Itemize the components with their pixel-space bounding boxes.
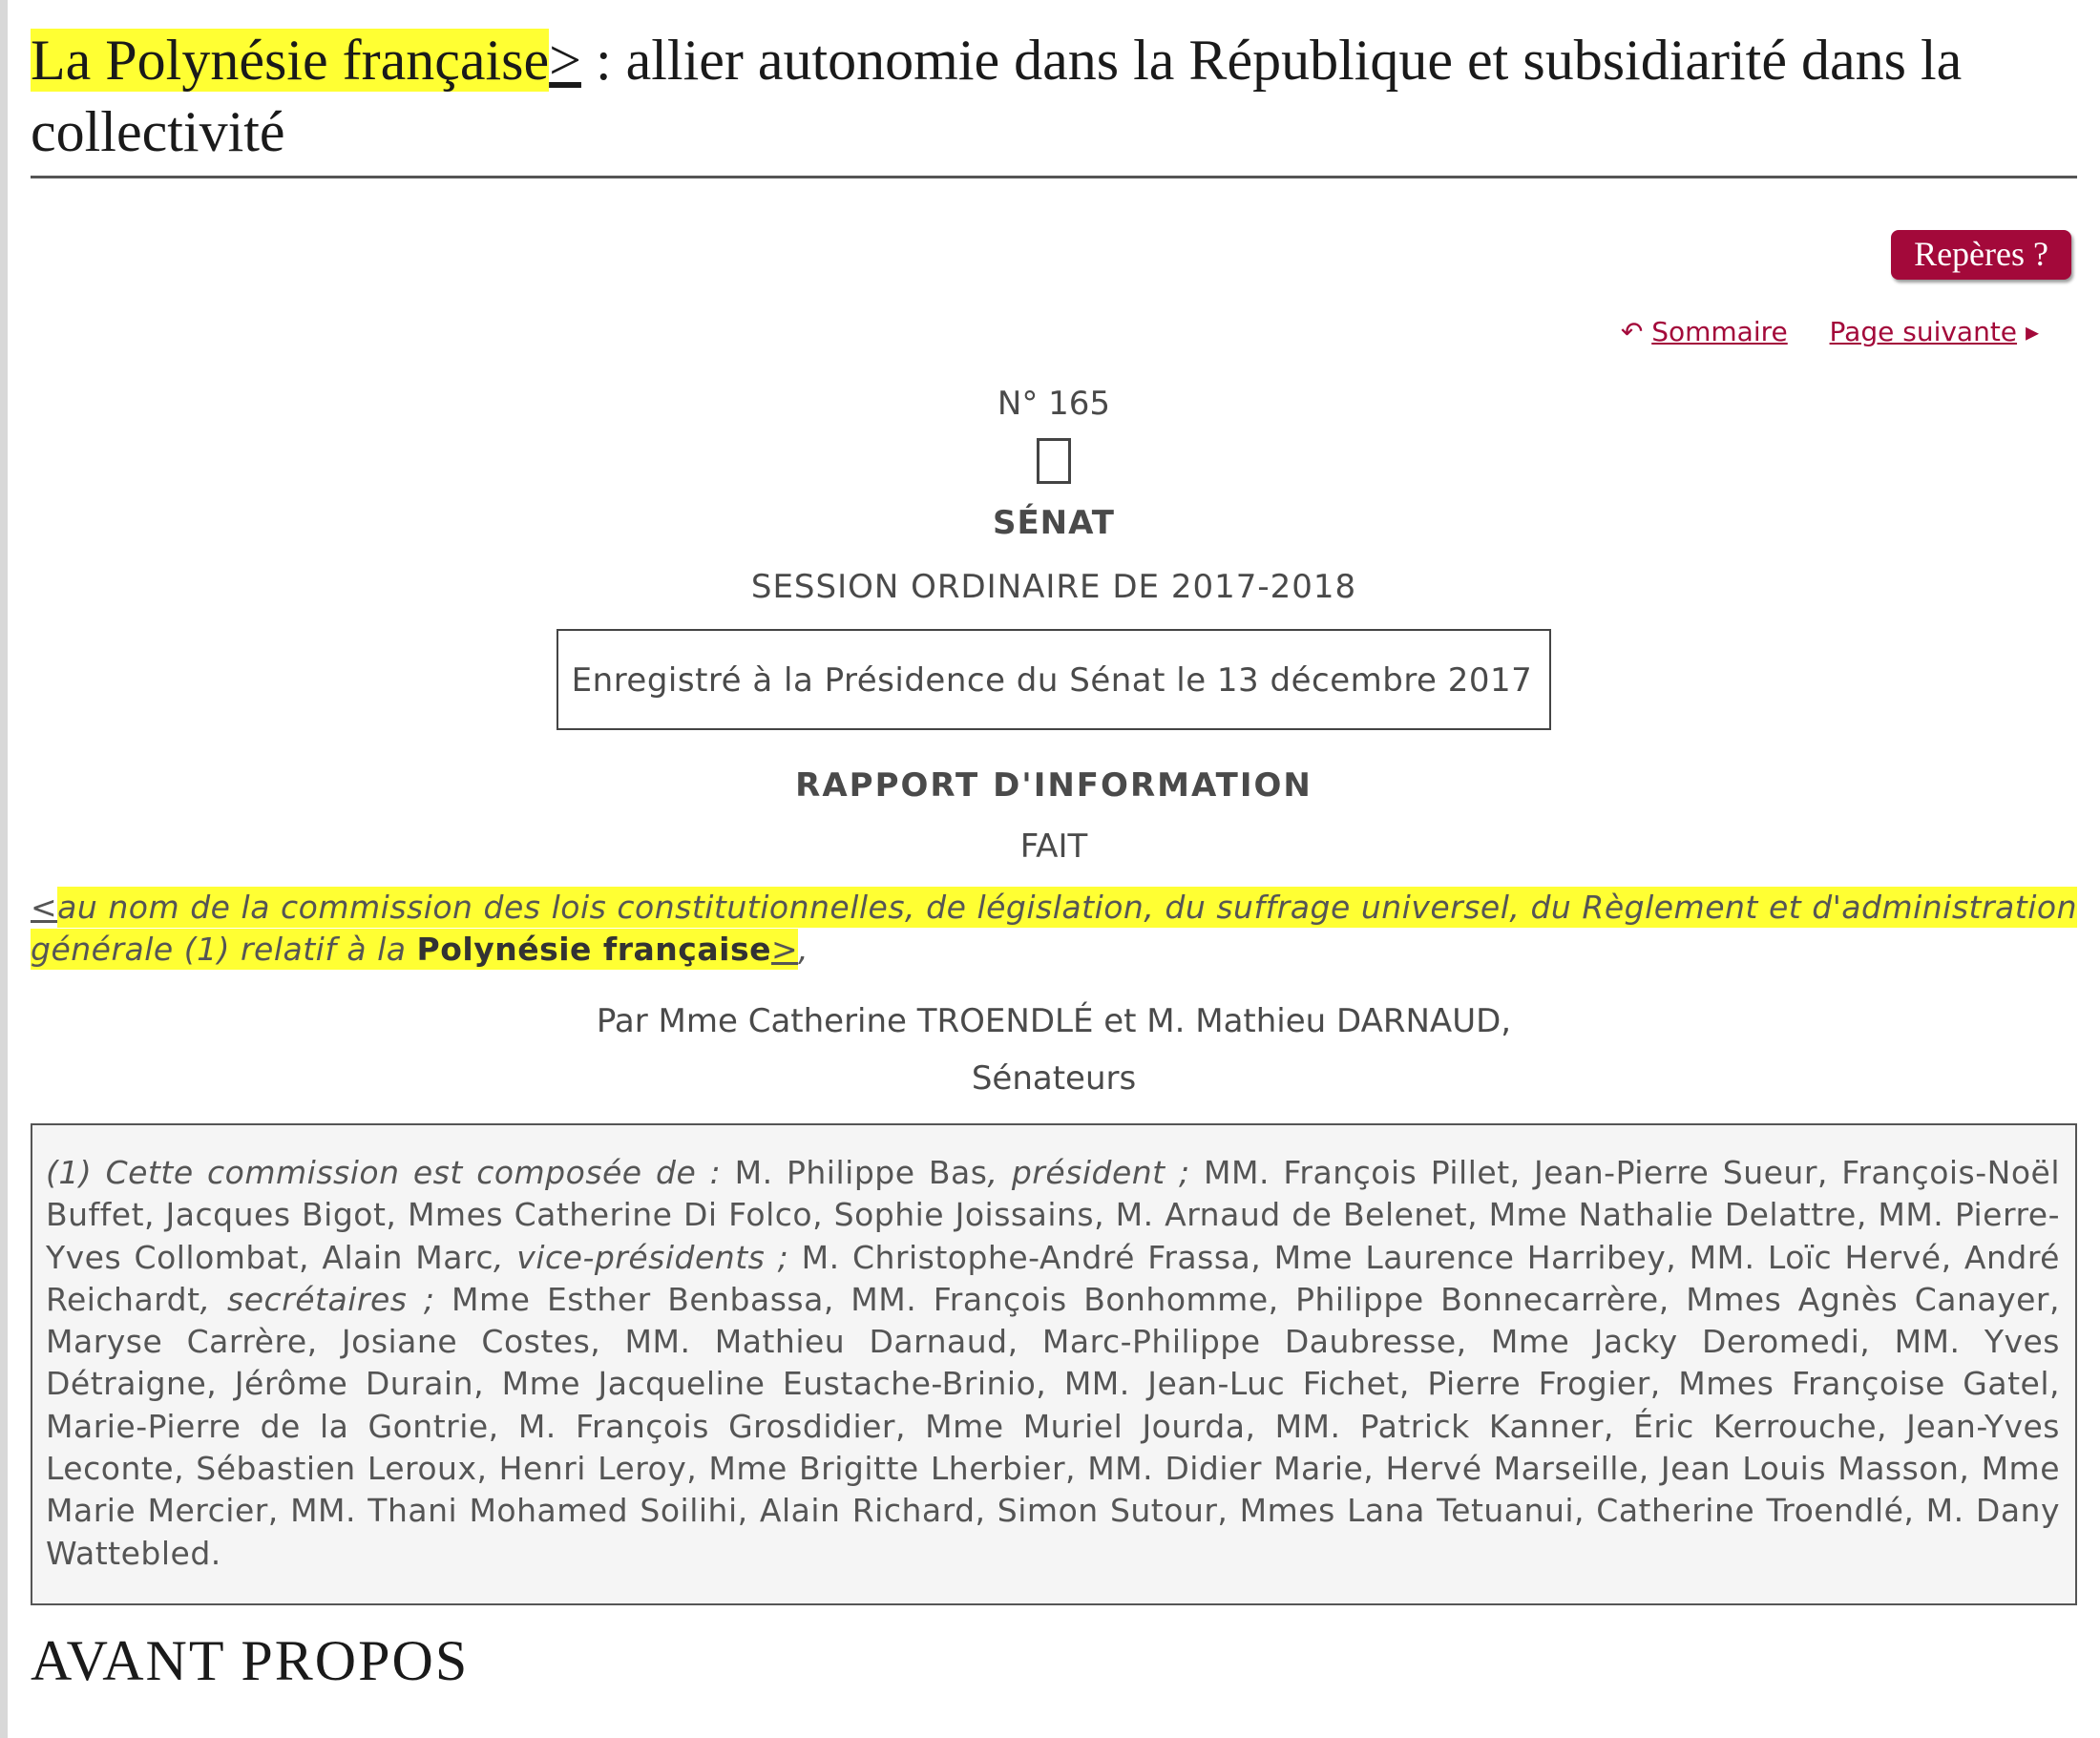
- report-number: N° 165: [997, 385, 1111, 423]
- commission-paragraph: [31, 887, 2077, 971]
- members-secretaries: M. Christophe-André Frassa, Mme Laurence Harribey, MM. Loïc Hervé, André Reichardt: [46, 1238, 2060, 1318]
- reperes-row: [31, 178, 2077, 273]
- left-border: [0, 0, 8, 1738]
- missing-glyph-row: [31, 430, 2077, 493]
- return-arrow-icon[interactable]: ↶: [1620, 316, 1644, 347]
- commission-members-box: [31, 1123, 2077, 1605]
- commission-marker-open: <: [31, 889, 58, 926]
- commission-text: [31, 887, 2077, 970]
- title-marker: >: [549, 29, 581, 92]
- page-title: [31, 0, 2077, 178]
- senat-heading: SÉNAT: [992, 504, 1116, 542]
- commission-end: ,: [798, 931, 809, 968]
- members-sec-role: , secrétaires ;: [200, 1280, 435, 1318]
- sommaire-link[interactable]: Sommaire: [1651, 316, 1788, 347]
- authors-line: Par Mme Catherine TROENDLÉ et M. Mathieu DARNAUD,: [596, 1002, 1512, 1040]
- fait-label: FAIT: [1019, 827, 1088, 866]
- missing-glyph-icon: [1037, 438, 1071, 484]
- reperes-button[interactable]: Repères ?: [1891, 230, 2071, 280]
- document-page: [31, 0, 2077, 1692]
- registered-box: Enregistré à la Présidence du Sénat le 13 décembre 2017: [556, 629, 1552, 730]
- members-others: Mme Esther Benbassa, MM. François Bonhomme, Philippe Bonnecarrère, Mmes Agnès Canayer, Maryse Carrère, Josiane Costes, MM. Mathieu Darnaud, Marc-Philippe Daubresse, Mme Jacky Deromedi, MM. Yves Détraigne, Jérôme Durain, Mme Jacqueline Eustache-Brinio, MM. Jean-Luc Fichet, Pierre Frogier, Mmes Françoise Gatel, Marie-Pierre de la Gontrie, M. François Grosdidier, Mme Muriel Jourda, MM. Patrick Kanner, Éric Kerrouche, Jean-Yves Leconte, Sébastien Leroux, Henri Leroy, Mme Brigitte Lherbier, MM. Didier Marie, Hervé Marseille, Jean Louis Masson, Mme Marie Mercier, MM. Thani Mohamed Soilihi, Alain Richard, Simon Sutour, Mmes Lana Tetuanui, Catherine Troendlé, M. Dany Wattebled.: [46, 1280, 2060, 1572]
- commission-marker-close: >: [770, 931, 799, 968]
- session-line: SESSION ORDINAIRE DE 2017-2018: [750, 568, 1357, 606]
- page-suivante-link[interactable]: Page suivante: [1829, 316, 2018, 347]
- triangle-right-icon[interactable]: ▸: [2025, 316, 2039, 347]
- members-vp-role: , vice-présidents ;: [493, 1238, 789, 1276]
- registered-wrap: [31, 629, 2077, 730]
- title-highlight: La Polynésie française: [31, 29, 550, 92]
- section-heading: AVANT PROPOS: [31, 1628, 470, 1692]
- commission-subject: Polynésie française: [416, 931, 771, 968]
- report-type: RAPPORT D'INFORMATION: [795, 766, 1312, 805]
- members-intro: (1) Cette commission est composée de :: [46, 1154, 722, 1191]
- commission-text-body: au nom de la commission des lois constitutionnelles, de législation, du suffrage universel, du Règlement et d'administration générale (1) relatif à la: [31, 889, 2077, 968]
- members-vice-presidents: MM. François Pillet, Jean-Pierre Sueur, François-Noël Buffet, Jacques Bigot, Mmes Catherine Di Folco, Sophie Joissains, M. Arnaud de Belenet, Mme Nathalie Delattre, MM. Pierre-Yves Collombat, Alain Marc: [46, 1154, 2061, 1276]
- page-navigation: [31, 316, 2077, 360]
- members-president-role: , président ;: [987, 1154, 1190, 1191]
- members-president: M. Philippe Bas: [721, 1154, 988, 1191]
- authors-role: Sénateurs: [971, 1059, 1137, 1098]
- title-rest: : allier autonomie dans la République et subsidiarité dans la collectivité: [31, 29, 1963, 163]
